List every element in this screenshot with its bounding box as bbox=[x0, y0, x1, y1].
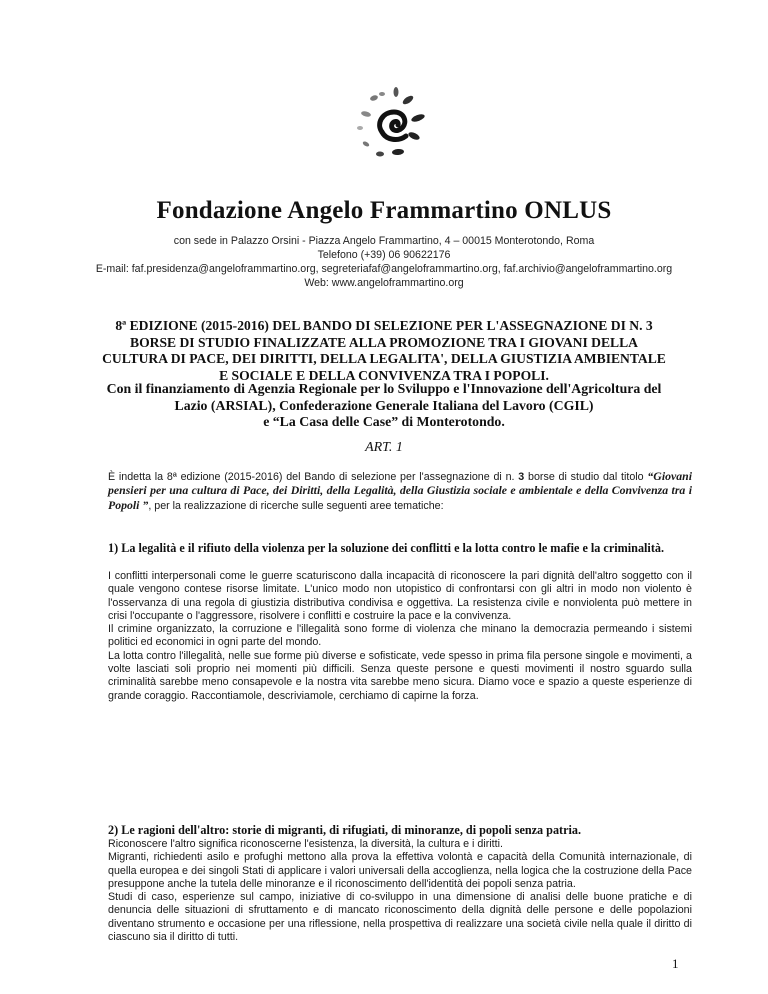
article-heading: ART. 1 bbox=[365, 440, 403, 455]
paragraph: Riconoscere l'altro significa riconoscerne l'esistenza, la diversità, la cultura e i diritti. bbox=[108, 838, 503, 850]
funding-line: Con il finanziamento di Agenzia Regionale per lo Sviluppo e l'Innovazione dell'Agricoltura del bbox=[106, 381, 662, 396]
address-line: con sede in Palazzo Orsini - Piazza Angelo Frammartino, 4 – 00015 Monterotondo, Roma bbox=[173, 235, 595, 247]
paragraph: Il crimine organizzato, la corruzione e l'illegalità sono forme di violenza che minano la democrazia permeando i sistemi politici ed economici in ogni parte del mondo. bbox=[108, 623, 692, 649]
organization-name: Fondazione Angelo Frammartino ONLUS bbox=[156, 197, 612, 224]
call-title-line: CULTURA DI PACE, DEI DIRITTI, DELLA LEGALITA', DELLA GIUSTIZIA AMBIENTALE bbox=[102, 351, 666, 366]
section-1-heading: 1) La legalità e il rifiuto della violenza per la soluzione dei conflitti e la lotta contro le mafie e la criminalità. bbox=[108, 541, 665, 555]
website-line: Web: www.angeloframmartino.org bbox=[304, 277, 464, 289]
call-title-line: 8ª EDIZIONE (2015-2016) DEL BANDO DI SELEZIONE PER L'ASSEGNAZIONE DI N. 3 bbox=[115, 318, 653, 333]
intro-text: È indetta la 8ª edizione (2015-2016) del Bando di selezione per l'assegnazione di n. bbox=[108, 471, 519, 483]
paragraph: Studi di caso, esperienze sul campo, iniziative di co-sviluppo in una dimensione di analisi delle buone pratiche e di denuncia delle situazioni di sfruttamento e di mancato riconoscimento della dignità delle persone e delle popolazioni diventano strumento e occasione per una riflessione, nella prospettiva di realizzare una società civile nella quale il diritto di ciascuno sia il diritto di tutti. bbox=[108, 891, 692, 944]
foundation-logo-icon bbox=[352, 86, 434, 164]
scholarship-count: 3 bbox=[518, 471, 525, 483]
funding-statement bbox=[60, 381, 708, 431]
section-1-body bbox=[108, 570, 692, 703]
section-2-body bbox=[108, 838, 692, 944]
intro-text: , per la realizzazione di ricerche sulle seguenti aree tematiche: bbox=[148, 499, 444, 512]
paragraph: La lotta contro l'illegalità, nelle sue forme più diverse e sofisticate, vede spesso in prima fila persone singole e movimenti, a volte lasciati soli proprio nei momenti più difficili. Senza queste persone e questi movimenti il nostro sguardo sulla criminalità sarebbe meno consapevole e la nostra vita sarebbe meno sicura. Diamo voce e spazio a queste esperienze di grande coraggio. Raccontiamole, descriviamole, cerchiamo di capirne la forza. bbox=[108, 649, 692, 702]
intro-paragraph bbox=[108, 470, 692, 513]
funding-line: Lazio (ARSIAL), Confederazione Generale Italiana del Lavoro (CGIL) bbox=[174, 397, 594, 413]
call-title-line: BORSE DI STUDIO FINALIZZATE ALLA PROMOZIONE TRA I GIOVANI DELLA bbox=[130, 334, 638, 350]
email-line: E-mail: faf.presidenza@angeloframmartino.org, segreteriafaf@angeloframmartino.org, faf.archivio@angeloframmartino.org bbox=[95, 263, 673, 275]
paragraph: I conflitti interpersonali come le guerre scaturiscono dalla incapacità di riconoscere la pari dignità dell'altro soggetto con il quale vengono contese risorse limitate. L'unico modo non utopistico di confrontarsi con gli altri in modo non violento è l'osservanza di una regola di giustizia distributiva condivisa e oggettiva. La resistenza civile e nonviolenta può mettere in crisi l'occupante o l'aggressore, risolvere i conflitti e costruire la pace e la convivenza. bbox=[108, 570, 692, 622]
call-title-line: E SOCIALE E DELLA CONVIVENZA TRA I POPOLI. bbox=[219, 367, 549, 383]
intro-text: borse di studio dal titolo bbox=[524, 471, 648, 483]
section-2-heading: 2) Le ragioni dell'altro: storie di migranti, di rifugiati, di minoranze, di popoli senza patria. bbox=[108, 823, 582, 837]
page-number: 1 bbox=[672, 956, 679, 971]
scholarship-title: “Giovani pensieri per una cultura di Pace, dei Diritti, della Legalità, della Giustizia sociale e ambientale e della Convivenza tra i Popoli ” bbox=[108, 469, 692, 512]
phone-line: Telefono (+39) 06 90622176 bbox=[317, 249, 451, 261]
paragraph: Migranti, richiedenti asilo e profughi mettono alla prova la effettiva volontà e capacità della Comunità internazionale, di quella europea e dei singoli Stati di applicare i valori universali della accoglienza, nella logica che la costruzione della Pace presuppone anche la tutela delle minoranze e il riconoscimento dell'identità dei popoli senza patria. bbox=[108, 851, 692, 890]
call-title bbox=[80, 318, 688, 384]
funding-line: e “La Casa delle Case” di Monterotondo. bbox=[263, 414, 505, 429]
